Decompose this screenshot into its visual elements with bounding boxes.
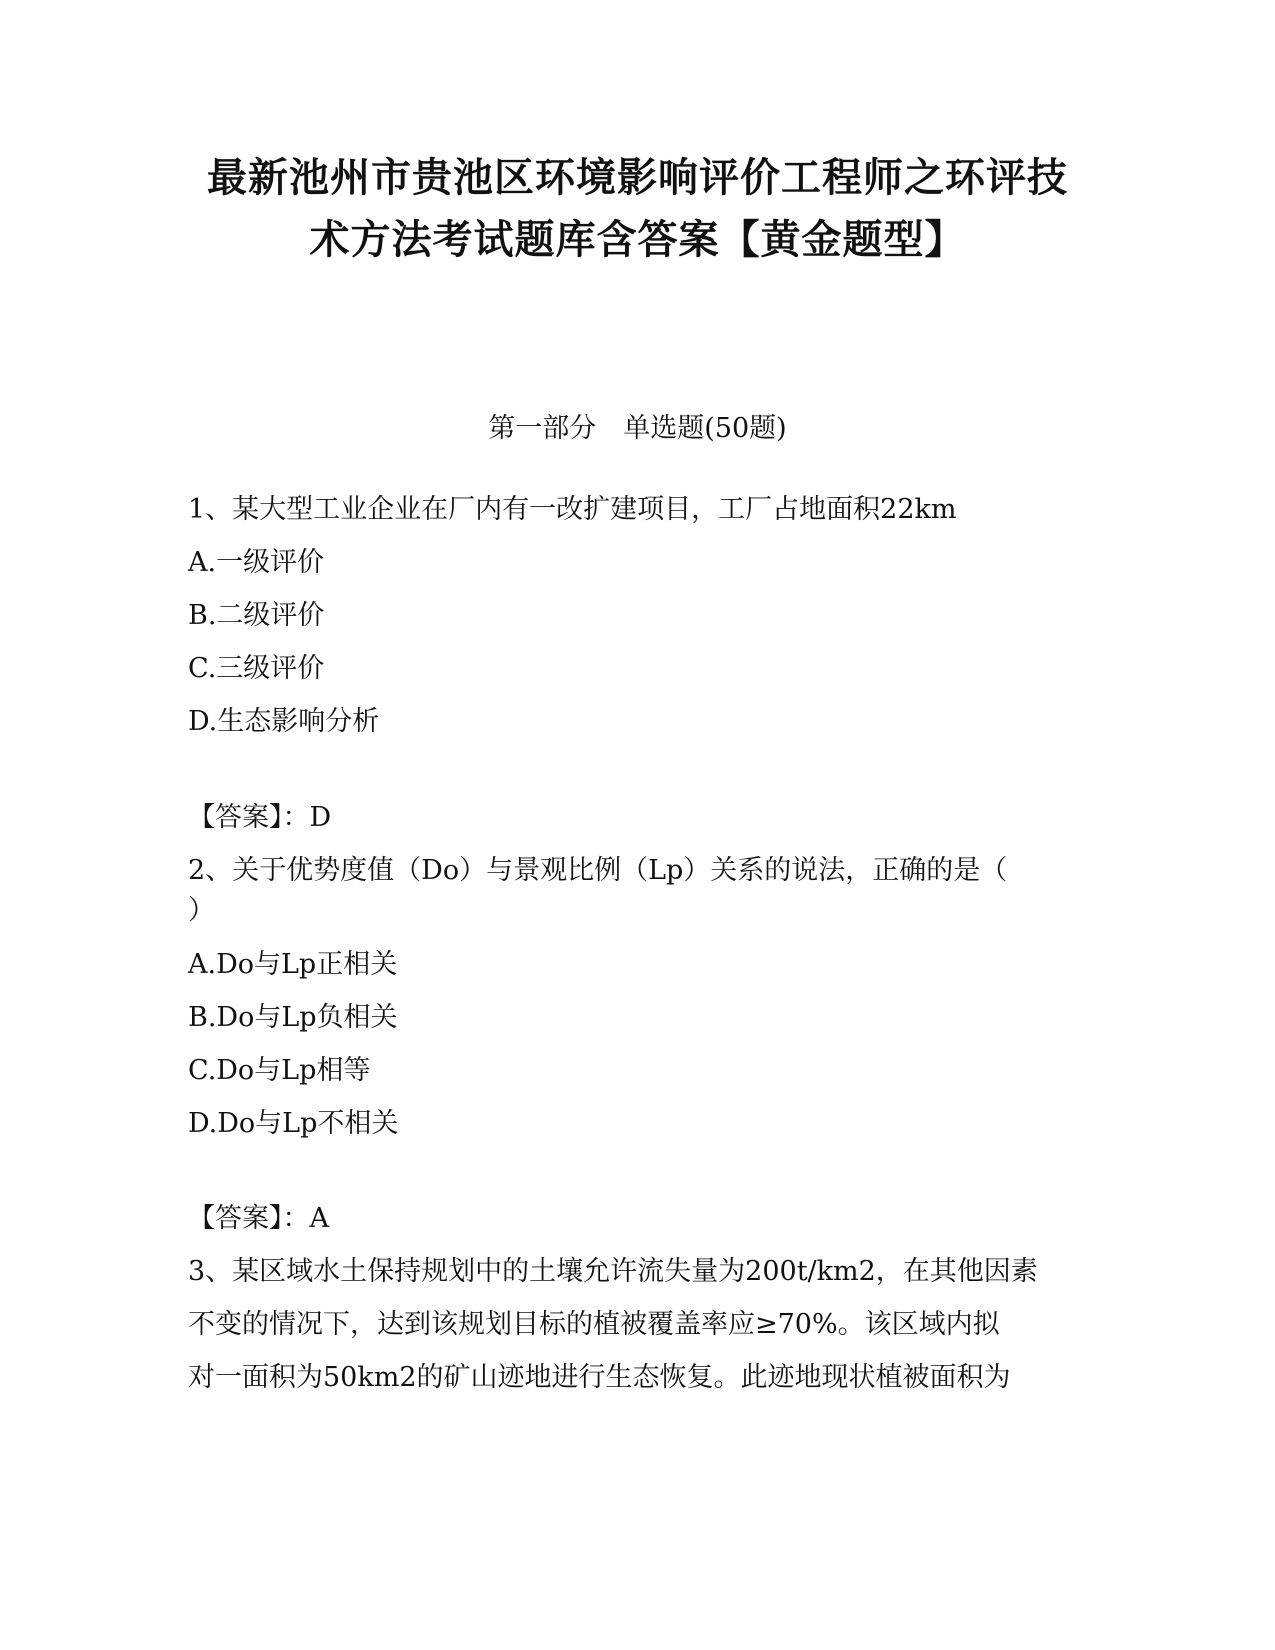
question-2-option-c: C.Do与Lp相等 [188, 1055, 371, 1086]
question-2-option-b: B.Do与Lp负相关 [188, 1002, 398, 1033]
question-1-text: 1、某大型工业企业在厂内有一改扩建项目，工厂占地面积22km [188, 494, 957, 525]
question-2-option-d: D.Do与Lp不相关 [188, 1108, 399, 1139]
question-2-option-a: A.Do与Lp正相关 [188, 949, 398, 980]
question-2-answer: 【答案】：A [188, 1203, 329, 1234]
question-1-option-c: C.三级评价 [188, 653, 325, 684]
question-2-text-line-2: ） [188, 895, 215, 926]
question-3-text-line-3: 对一面积为50km2的矿山迹地进行生态恢复。此迹地现状植被面积为 [188, 1362, 1011, 1393]
question-1-option-a: A.一级评价 [188, 547, 325, 578]
question-3-text-line-1: 3、某区域水土保持规划中的土壤允许流失量为200t/km2，在其他因素 [188, 1256, 1038, 1287]
question-1-answer: 【答案】：D [188, 802, 332, 833]
document-title-line-1: 最新池州市贵池区环境影响评价工程师之环评技 [207, 155, 1068, 201]
question-3-text-line-2: 不变的情况下，达到该规划目标的植被覆盖率应≥70%。该区域内拟 [188, 1309, 1000, 1340]
question-2-text-line-1: 2、关于优势度值（Do）与景观比例（Lp）关系的说法，正确的是（ [188, 855, 1008, 886]
question-1-option-d: D.生态影响分析 [188, 706, 380, 737]
section-heading: 第一部分 单选题(50题) [488, 413, 787, 444]
document-title-line-2: 术方法考试题库含答案【黄金题型】 [309, 217, 966, 263]
question-1-option-b: B.二级评价 [188, 600, 325, 631]
